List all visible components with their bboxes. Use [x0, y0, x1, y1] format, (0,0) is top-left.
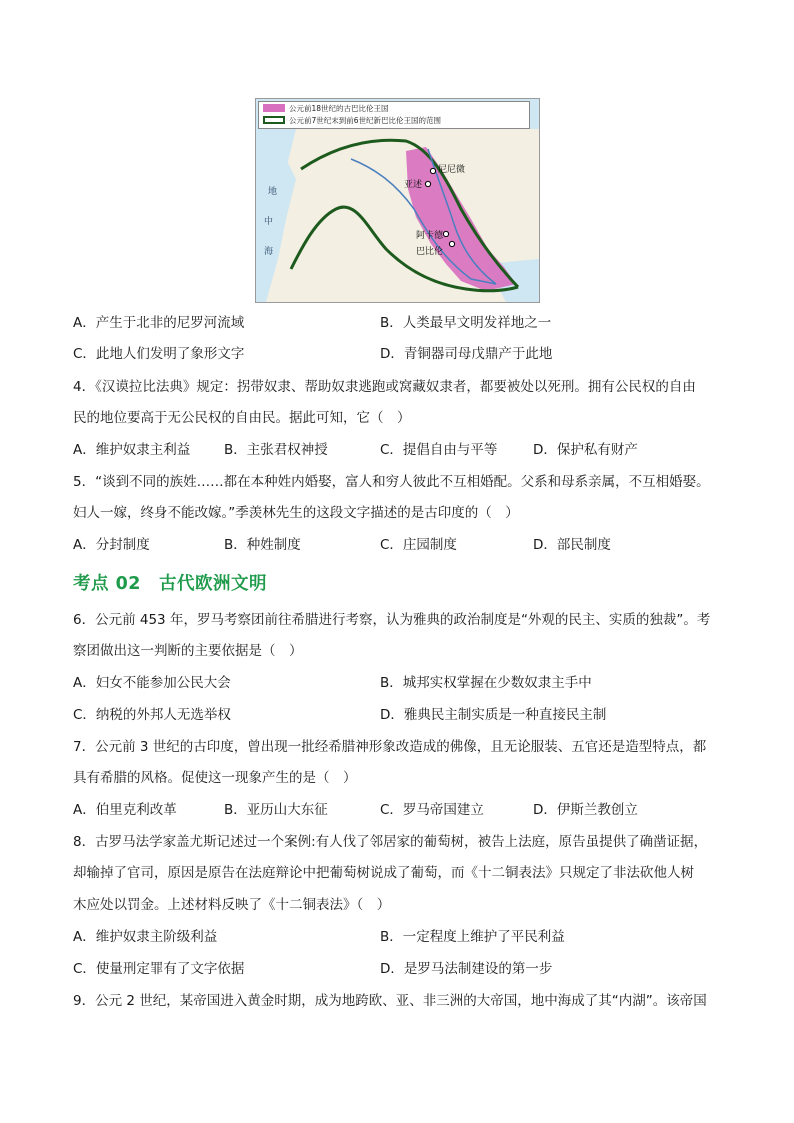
q6-option-b: B．城邦实权掌握在少数奴隶主手中	[380, 675, 592, 691]
q4-stem-line1: 4．《汉谟拉比法典》规定：拐带奴隶、帮助奴隶逃跑或窝藏奴隶者，都要被处以死刑。拥有公民权的自由	[73, 379, 696, 395]
sea-label-zhong: 中	[264, 217, 274, 227]
legend-new-kingdom: 公元前7世纪末到前6世纪新巴比伦王国的范围	[263, 115, 441, 127]
q7-stem-line2: 具有希腊的风格。促使这一现象产生的是（ ）	[73, 770, 357, 786]
q8-option-d: D．是罗马法制建设的第一步	[380, 961, 553, 977]
q6-option-d: D．雅典民主制实质是一种直接民主制	[380, 707, 607, 723]
q6-option-c: C．纳税的外邦人无选举权	[73, 707, 231, 723]
q8-option-b: B．一定程度上维护了平民利益	[380, 929, 565, 945]
q8-stem-line1: 8．古罗马法学家盖尤斯记述过一个案例:有人伐了邻居家的葡萄树，被告上法庭，原告虽提供了确凿证据，	[73, 834, 708, 850]
q6-option-a: A．妇女不能参加公民大会	[73, 675, 231, 691]
q3-option-b: B．人类最早文明发祥地之一	[380, 315, 552, 331]
q4-option-c: C．提倡自由与平等	[380, 442, 498, 458]
label-akade: 阿卡德	[416, 231, 444, 241]
section-code: 考点 02	[73, 574, 141, 594]
q3-option-c: C．此地人们发明了象形文字	[73, 346, 245, 362]
q4-option-d: D．保护私有财产	[533, 442, 638, 458]
pink-swatch	[263, 104, 285, 112]
q5-stem-line1: 5．“谈到不同的族姓……都在本种姓内婚娶，富人和穷人彼此不互相婚配。父系和母系亲属，不互相婚娶。	[73, 474, 710, 490]
map-figure	[255, 98, 540, 303]
q6-stem-line2: 察团做出这一判断的主要依据是（ ）	[73, 643, 303, 659]
q9-stem-line1: 9．公元 2 世纪，某帝国进入黄金时期，成为地跨欧、亚、非三洲的大帝国，地中海成了其“内湖”。该帝国	[73, 993, 707, 1009]
q5-option-b: B．种姓制度	[224, 537, 301, 553]
section-heading	[73, 570, 267, 595]
legend-old-kingdom: 公元前18世纪的古巴比伦王国	[263, 103, 389, 115]
sea-label-hai: 海	[264, 247, 274, 257]
q4-option-b: B．主张君权神授	[224, 442, 328, 458]
q5-option-c: C．庄园制度	[380, 537, 457, 553]
map-legend	[258, 101, 530, 129]
q7-option-c: C．罗马帝国建立	[380, 802, 484, 818]
q7-option-d: D．伊斯兰教创立	[533, 802, 638, 818]
q8-option-c: C．使量刑定罪有了文字依据	[73, 961, 245, 977]
green-line-swatch	[263, 116, 285, 124]
q7-option-a: A．伯里克利改革	[73, 802, 177, 818]
q3-option-d: D．青铜器司母戊鼎产于此地	[380, 346, 553, 362]
yashu-dot	[425, 181, 430, 186]
label-niniwei: 尼尼微	[438, 165, 466, 175]
q4-option-a: A．维护奴隶主利益	[73, 442, 191, 458]
q8-stem-line3: 木应处以罚金。上述材料反映了《十二铜表法》（ ）	[73, 897, 391, 913]
label-yashu: 亚述	[404, 180, 423, 190]
label-babilun: 巴比伦	[416, 247, 444, 257]
q3-option-a: A．产生于北非的尼罗河流域	[73, 315, 245, 331]
q8-option-a: A．维护奴隶主阶级利益	[73, 929, 218, 945]
babilun-dot	[449, 241, 454, 246]
section-title: 古代欧洲文明	[158, 574, 267, 594]
akade-dot	[443, 231, 448, 236]
q7-option-b: B．亚历山大东征	[224, 802, 328, 818]
q4-stem-line2: 民的地位要高于无公民权的自由民。据此可知，它（ ）	[73, 410, 411, 426]
q5-option-d: D．部民制度	[533, 537, 611, 553]
q6-stem-line1: 6．公元前 453 年，罗马考察团前往希腊进行考察，认为雅典的政治制度是“外观的民主、实质的独裁”。考	[73, 612, 711, 628]
q5-stem-line2: 妇人一嫁，终身不能改嫁。”季羡林先生的这段文字描述的是古印度的（ ）	[73, 505, 519, 521]
niniwei-dot	[430, 168, 435, 173]
q5-option-a: A．分封制度	[73, 537, 150, 553]
map-drawing	[256, 99, 539, 302]
sea-label-di: 地	[268, 187, 278, 197]
q8-stem-line2: 却输掉了官司，原因是原告在法庭辩论中把葡萄树说成了葡萄，而《十二铜表法》只规定了非法砍他人树	[73, 865, 694, 881]
q7-stem-line1: 7．公元前 3 世纪的古印度，曾出现一批经希腊神形象改造成的佛像，且无论服装、五官还是造型特点，都	[73, 739, 707, 755]
